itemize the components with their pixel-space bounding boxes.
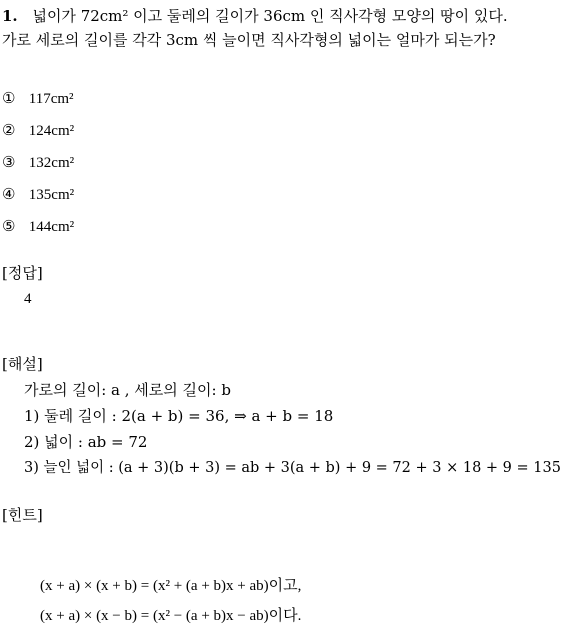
choice-5 [2,216,74,237]
hint-line-2: (x + a) × (x − b) = (x² − (a + b)x − ab)이다. [40,608,302,624]
hint-line-1: (x + a) × (x + b) = (x² + (a + b)x + ab)이고, [40,578,302,594]
choice-4 [2,184,74,205]
explanation-line-2: 1) 둘레 길이 : 2(a + b) = 36, ⇒ a + b = 18 [24,407,334,425]
choice-4-mark: ④ [2,185,16,203]
explanation-line-4: 3) 늘인 넓이 : (a + 3)(b + 3) = ab + 3(a + b) + 9 = 72 + 3 × 18 + 9 = 135 [24,460,561,476]
answer-label: [정답] [2,264,43,282]
choice-2-value: 124cm² [28,123,75,139]
choice-1-mark: ① [2,89,16,107]
explanation-line-3: 2) 넓이 : ab = 72 [24,433,148,451]
choice-4-value: 135cm² [28,187,75,203]
choice-3-value: 132cm² [28,155,75,171]
choice-2-mark: ② [2,121,16,139]
question-header [2,6,508,26]
answer-value: 4 [24,291,32,307]
choice-5-value: 144cm² [28,219,75,235]
question-line-2: 가로 세로의 길이를 각각 3cm 씩 늘이면 직사각형의 넓이는 얼마가 되는가? [2,31,496,49]
question-line-1: 넓이가 72cm² 이고 둘레의 길이가 36cm 인 직사각형 모양의 땅이 있다. [32,7,508,25]
choice-3-mark: ③ [2,153,16,171]
choice-1-value: 117cm² [28,91,74,107]
explanation-label: [해설] [2,355,43,373]
choice-2 [2,120,74,141]
choice-3 [2,152,74,173]
question-number: 1. [2,7,18,25]
hint-label: [힌트] [2,506,43,524]
choice-5-mark: ⑤ [2,217,16,235]
choice-1 [2,88,74,109]
explanation-line-1: 가로의 길이: a , 세로의 길이: b [24,381,231,399]
